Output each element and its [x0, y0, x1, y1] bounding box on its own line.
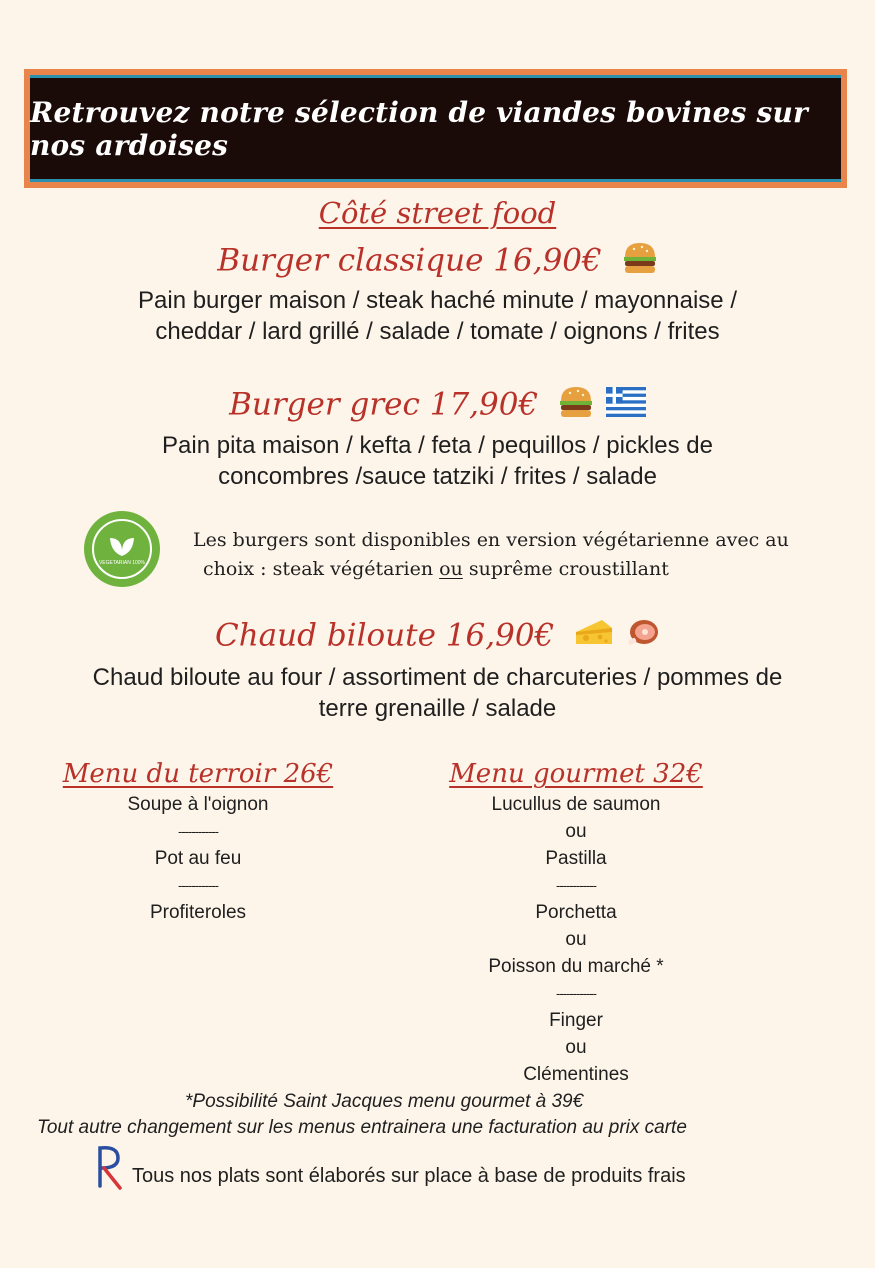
- dish-title-burger-grec: [0, 384, 875, 428]
- menu-item: ou: [565, 821, 587, 842]
- desc-line: concombres /sauce tatziki / frites / salade: [218, 463, 657, 490]
- leaf-icon: [107, 532, 137, 558]
- menu-separator: ------------: [178, 878, 218, 893]
- menu-item: Clémentines: [523, 1064, 629, 1085]
- desc-line: Chaud biloute au four / assortiment de charcuteries / pommes de: [92, 664, 783, 691]
- section-title: [0, 196, 875, 230]
- vegetarian-badge-ring: [92, 519, 152, 579]
- burger-icon: [558, 384, 594, 428]
- cheese-icon: [574, 618, 614, 656]
- menu-item: Pastilla: [545, 848, 607, 869]
- menu-gourmet: [436, 757, 716, 1088]
- menu-gourmet-title: Menu gourmet 32€: [449, 759, 703, 789]
- greek-flag-icon: [606, 387, 646, 425]
- fresh-produce-text: Tous nos plats sont élaborés sur place à base de produits frais: [132, 1164, 686, 1187]
- menu-item: Porchetta: [535, 902, 617, 923]
- fresh-produce-note: [94, 1144, 686, 1190]
- dish-title-text: Burger classique 16,90€: [217, 242, 602, 279]
- section-title-text: Côté street food: [318, 196, 557, 230]
- desc-line: cheddar / lard grillé / salade / tomate / oignons / frites: [155, 318, 720, 345]
- banner-board: [30, 75, 841, 182]
- menu-separator: ------------: [556, 878, 596, 893]
- menu-separator: ------------: [178, 824, 218, 839]
- dish-desc-chaud-biloute: [0, 662, 875, 724]
- desc-line: Pain burger maison / steak haché minute / mayonnaise /: [138, 287, 737, 314]
- menu-item: Soupe à l'oignon: [127, 794, 269, 815]
- burger-icon: [622, 240, 658, 284]
- header-banner: [24, 69, 847, 188]
- banner-title: Retrouvez notre sélection de viandes bovines sur nos ardoises: [30, 95, 809, 162]
- menu-terroir: [58, 757, 338, 926]
- menu-separator: ------------: [556, 986, 596, 1001]
- menu-item: ou: [565, 929, 587, 950]
- desc-line: Pain pita maison / kefta / feta / pequillos / pickles de: [162, 432, 713, 459]
- menu-item: Lucullus de saumon: [491, 794, 661, 815]
- vegetarian-badge-text: VEGETARIAN 100%: [98, 560, 146, 566]
- desc-line: terre grenaille / salade: [318, 695, 557, 722]
- dish-title-burger-classique: [0, 240, 875, 284]
- menu-item: Finger: [549, 1010, 603, 1031]
- vegetarian-note-line: Les burgers sont disponibles en version végétarienne avec au: [193, 529, 789, 551]
- footnote-saint-jacques: *Possibilité Saint Jacques menu gourmet à 39€: [185, 1091, 584, 1112]
- menu-item: Pot au feu: [154, 848, 242, 869]
- note-text: suprême croustillant: [462, 558, 669, 580]
- menu-item: Profiteroles: [149, 902, 247, 923]
- note-ou: ou: [439, 558, 463, 580]
- dish-title-chaud-biloute: [0, 617, 875, 657]
- dish-desc-burger-classique: [0, 285, 875, 347]
- menu-item: ou: [565, 1037, 587, 1058]
- footnote-changes: Tout autre changement sur les menus entrainera une facturation au prix carte: [37, 1117, 687, 1138]
- dish-title-text: Burger grec 17,90€: [229, 386, 539, 423]
- vegetarian-badge: [84, 511, 160, 587]
- dish-desc-burger-grec: [0, 430, 875, 492]
- vegetarian-note: [193, 526, 813, 584]
- dish-title-text: Chaud biloute 16,90€: [215, 617, 555, 654]
- ham-icon: [626, 617, 660, 657]
- menu-terroir-title: Menu du terroir 26€: [62, 759, 334, 789]
- fait-maison-icon: [94, 1144, 124, 1190]
- menu-item: Poisson du marché *: [488, 956, 664, 977]
- note-text: choix : steak végétarien: [203, 558, 440, 580]
- vegetarian-note-line: [193, 555, 813, 584]
